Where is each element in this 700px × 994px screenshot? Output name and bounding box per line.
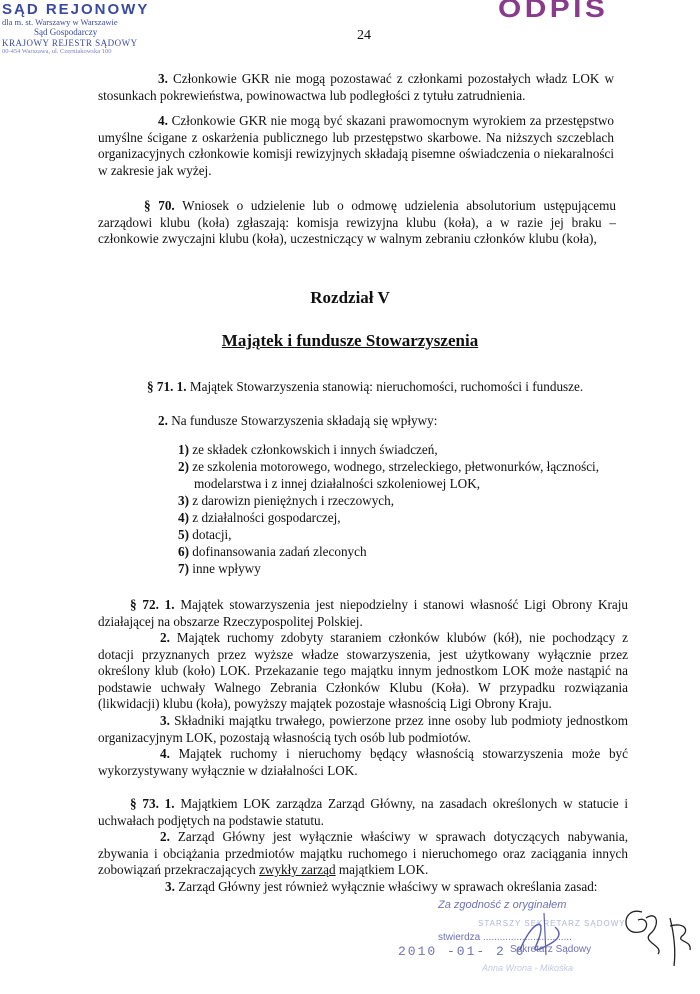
paragraph-number: 2. bbox=[158, 413, 168, 428]
paragraph-text: Zarząd Główny jest wyłącznie właściwy w sprawach dotyczących nabywania, zbywania i obciążania przedmiotów majątku ruchomego i nieruchomego oraz zaciągania innych zobowiązań przekraczających bbox=[98, 829, 628, 877]
paragraph-73-3 bbox=[165, 879, 635, 896]
list-item: 1) ze składek członkowskich i innych świadczeń, bbox=[178, 442, 438, 457]
paragraph-number: 4. bbox=[158, 113, 168, 128]
paragraph-number: § 73. 1. bbox=[130, 796, 175, 811]
paragraph-text: Majątek ruchomy zdobyty staraniem członków klubów (kół), nie pochodzący z dotacji przyznanych przez wyższe władze stowarzyszenia, jest użytkowany wyłącznie przez określony klub (koło) LOK. Przekazanie tego majątku innym jednostkom LOK może nastąpić na podstawie uchwały Walnego Zebrania Członków Klubu (Koła). W przypadku rozwiązania (likwidacji) klubu (koła), powyższy majątek pozostaje własnością Ligi Obrony Kraju. bbox=[98, 630, 628, 711]
court-stamp-line3: KRAJOWY REJESTR SĄDOWY bbox=[2, 37, 138, 48]
stamp-signature-icon bbox=[500, 905, 580, 965]
paragraph-73-1 bbox=[98, 796, 628, 829]
paragraph-text: Składniki majątku trwałego, powierzone przez inne osoby lub podmioty jednostkom organizacyjnym LOK, pozostają własnością tych osób lub podmiotów. bbox=[98, 713, 628, 745]
paragraph-text: Zarząd Główny jest również wyłącznie właściwy w sprawach określania zasad: bbox=[174, 879, 598, 894]
paragraph-number: § 72. 1. bbox=[130, 597, 175, 612]
paragraph-71-1 bbox=[147, 379, 627, 396]
court-stamp-line2: Sąd Gospodarczy bbox=[34, 26, 98, 37]
list-item: 4) z działalności gospodarczej, bbox=[178, 510, 341, 525]
cert-stamp-date: 2010 -01- 2 6 bbox=[398, 944, 526, 959]
list-item: 3) z darowizn pieniężnych i rzeczowych, bbox=[178, 493, 395, 508]
list-item: 6) dofinansowania zadań zleconych bbox=[178, 544, 367, 559]
signature-icon bbox=[612, 896, 698, 976]
cert-stamp-attests: stwierdza ................................ bbox=[438, 932, 572, 943]
court-stamp-line4: 00-454 Warszawa, ul. Czerniakowska 100 bbox=[2, 47, 112, 55]
paragraph-gkr-3 bbox=[98, 71, 614, 104]
paragraph-text: Majątkiem LOK zarządza Zarząd Główny, na zasadach określonych w statucie i uchwałach podjętych na podstawie statutu. bbox=[98, 796, 629, 828]
paragraph-72-4 bbox=[98, 746, 628, 779]
paragraph-72-3 bbox=[98, 713, 628, 746]
paragraph-text: Wniosek o udzielenie lub o odmowę udzielenia absolutorium ustępującemu zarządowi klubu (koła) zgłaszają: komisja rewizyjna klubu (koła), a w razie jej braku – członkowie zwyczajni klubu (koła), uczestniczący w walnym zebraniu członków klubu (koła), bbox=[98, 198, 616, 246]
list-item: 7) inne wpływy bbox=[178, 561, 261, 576]
paragraph-72-2 bbox=[98, 630, 628, 713]
paragraph-number: 3. bbox=[165, 879, 175, 894]
paragraph-number: 2. bbox=[160, 630, 170, 645]
underlined-term: zwykły zarząd bbox=[259, 862, 336, 877]
court-stamp-line1: dla m. st. Warszawy w Warszawie bbox=[2, 17, 118, 27]
paragraph-70 bbox=[98, 198, 616, 248]
paragraph-72-1 bbox=[98, 597, 628, 630]
chapter-subtitle: Majątek i fundusze Stowarzyszenia bbox=[221, 331, 479, 350]
paragraph-number: 2. bbox=[160, 829, 170, 844]
paragraph-text: Majątek ruchomy i nieruchomy będący własnością stowarzyszenia może być wykorzystywany wyłącznie w działalności LOK. bbox=[98, 746, 628, 778]
paragraph-number: 3. bbox=[158, 71, 168, 86]
paragraph-text: Majątek Stowarzyszenia stanowią: nieruchomości, ruchomości i fundusze. bbox=[186, 379, 584, 394]
list-item-continuation: modelarstwa i z innej działalności szkoleniowej LOK, bbox=[194, 476, 481, 491]
list-item: 5) dotacji, bbox=[178, 527, 232, 542]
court-stamp bbox=[2, 2, 149, 55]
paragraph-73-2 bbox=[98, 829, 628, 879]
court-stamp-title: SĄD REJONOWY bbox=[2, 1, 150, 18]
paragraph-71-2 bbox=[158, 413, 628, 430]
paragraph-text: Majątek stowarzyszenia jest niepodzielny i stanowi własność Ligi Obrony Kraju działającej na obszarze Rzeczypospolitej Polskiej. bbox=[98, 597, 629, 629]
paragraph-text: Na fundusze Stowarzyszenia składają się wpływy: bbox=[167, 413, 438, 428]
chapter-title: Rozdział V bbox=[310, 288, 390, 307]
paragraph-text: Członkowie GKR nie mogą pozostawać z członkami pozostałych władz LOK w stosunkach pokrewieństwa, powinowactwa lub podległości z tytułu zatrudnienia. bbox=[98, 71, 614, 103]
odpis-stamp: ODPIS bbox=[498, 0, 609, 23]
paragraph-number: 3. bbox=[160, 713, 170, 728]
list-item: 2) ze szkolenia motorowego, wodnego, strzeleckiego, płetwonurków, łączności, bbox=[178, 459, 600, 474]
cert-stamp-role: Sekretarz Sądowy bbox=[510, 944, 592, 955]
paragraph-text-end: majątkiem LOK. bbox=[335, 862, 429, 877]
paragraph-number: § 70. bbox=[144, 198, 175, 213]
cert-stamp-name: Anna Wrona - Mikośka bbox=[482, 963, 574, 973]
funds-list bbox=[178, 441, 599, 577]
paragraph-number: § 71. 1. bbox=[147, 379, 187, 394]
paragraph-number: 4. bbox=[160, 746, 170, 761]
page-number: 24 bbox=[357, 28, 371, 43]
cert-stamp-title: Za zgodność z oryginałem bbox=[438, 899, 567, 911]
paragraph-text: Członkowie GKR nie mogą być skazani prawomocnym wyrokiem za przestępstwo umyślne ścigane z oskarżenia publicznego lub przestępstwo skarbowe. Na niższych szczeblach organizacyjnych członkowie komisji rewizyjnych składają pisemne oświadczenia o niekaralności w zakresie jak wyżej. bbox=[98, 113, 614, 178]
cert-stamp-position: STARSZY SEKRETARZ SĄDOWY bbox=[478, 919, 626, 928]
paragraph-gkr-4 bbox=[98, 113, 614, 179]
